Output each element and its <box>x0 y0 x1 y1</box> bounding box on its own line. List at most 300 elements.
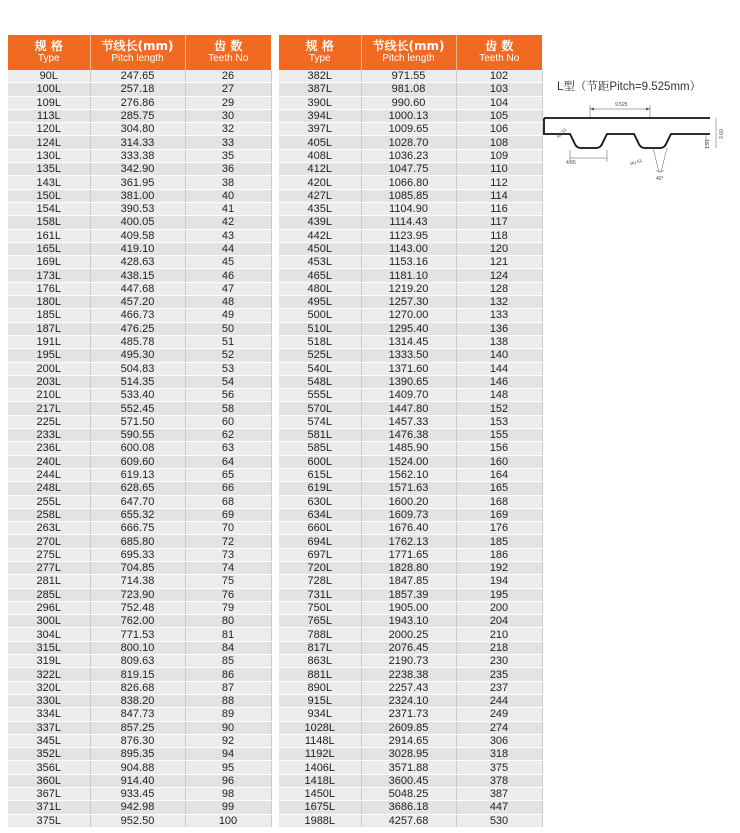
table-row <box>279 535 542 548</box>
pitch-cell: 876.30 <box>90 734 185 747</box>
teeth-cell: 152 <box>456 402 542 415</box>
teeth-cell: 64 <box>185 455 271 468</box>
table-row <box>279 522 542 535</box>
table-row <box>279 588 542 601</box>
pitch-cell: 2257.43 <box>361 681 456 694</box>
teeth-cell: 84 <box>185 641 271 654</box>
pitch-cell: 771.53 <box>90 628 185 641</box>
pitch-cell: 1600.20 <box>361 495 456 508</box>
pitch-cell: 1333.50 <box>361 349 456 362</box>
type-cell: 450L <box>279 242 361 255</box>
table-row <box>279 442 542 455</box>
teeth-cell: 105 <box>456 109 542 122</box>
teeth-cell: 108 <box>456 136 542 149</box>
table-row <box>279 495 542 508</box>
header-type: 规 格 Type <box>8 35 90 70</box>
pitch-cell: 838.20 <box>90 694 185 707</box>
table-row <box>279 761 542 774</box>
spec-table-right <box>279 35 543 828</box>
pitch-cell: 276.86 <box>90 96 185 109</box>
table-row <box>279 814 542 827</box>
type-cell: 300L <box>8 615 90 628</box>
table-row <box>279 322 542 335</box>
pitch-cell: 1762.13 <box>361 535 456 548</box>
teeth-cell: 318 <box>456 748 542 761</box>
teeth-cell: 87 <box>185 681 271 694</box>
pitch-cell: 5048.25 <box>361 788 456 801</box>
pitch-cell: 847.73 <box>90 708 185 721</box>
teeth-cell: 140 <box>456 349 542 362</box>
type-cell: 1406L <box>279 761 361 774</box>
table-row <box>8 681 271 694</box>
dim-radius-right: R0.51 <box>629 157 643 167</box>
type-cell: 113L <box>8 109 90 122</box>
table-row <box>8 628 271 641</box>
pitch-cell: 1295.40 <box>361 322 456 335</box>
pitch-cell: 1114.43 <box>361 216 456 229</box>
table-row <box>8 641 271 654</box>
teeth-cell: 274 <box>456 721 542 734</box>
table-row <box>279 375 542 388</box>
teeth-cell: 88 <box>185 694 271 707</box>
pitch-cell: 1257.30 <box>361 296 456 309</box>
teeth-cell: 148 <box>456 389 542 402</box>
table-row <box>8 588 271 601</box>
pitch-cell: 2324.10 <box>361 694 456 707</box>
header-pitch: 节线长(mm) Pitch length <box>90 35 185 70</box>
teeth-cell: 120 <box>456 242 542 255</box>
table-row <box>279 721 542 734</box>
teeth-cell: 106 <box>456 123 542 136</box>
pitch-cell: 1847.85 <box>361 575 456 588</box>
type-cell: 555L <box>279 389 361 402</box>
teeth-cell: 72 <box>185 535 271 548</box>
teeth-cell: 230 <box>456 655 542 668</box>
teeth-cell: 132 <box>456 296 542 309</box>
table-row <box>8 721 271 734</box>
table-row <box>8 83 271 96</box>
table-row <box>8 362 271 375</box>
table-row <box>279 176 542 189</box>
type-cell: 1192L <box>279 748 361 761</box>
teeth-cell: 90 <box>185 721 271 734</box>
pitch-cell: 361.95 <box>90 176 185 189</box>
type-cell: 180L <box>8 296 90 309</box>
table-row <box>279 296 542 309</box>
teeth-cell: 92 <box>185 734 271 747</box>
pitch-cell: 1457.33 <box>361 415 456 428</box>
pitch-cell: 304.80 <box>90 123 185 136</box>
pitch-cell: 381.00 <box>90 189 185 202</box>
teeth-cell: 100 <box>185 814 271 827</box>
teeth-cell: 235 <box>456 668 542 681</box>
teeth-cell: 118 <box>456 229 542 242</box>
type-cell: 130L <box>8 149 90 162</box>
type-cell: 1988L <box>279 814 361 827</box>
pitch-cell: 1314.45 <box>361 335 456 348</box>
type-cell: 387L <box>279 83 361 96</box>
table-row <box>279 109 542 122</box>
table-row <box>279 256 542 269</box>
pitch-cell: 1009.65 <box>361 123 456 136</box>
table-row <box>279 70 542 83</box>
table-row <box>8 535 271 548</box>
pitch-cell: 628.65 <box>90 482 185 495</box>
type-cell: 203L <box>8 375 90 388</box>
pitch-cell: 942.98 <box>90 801 185 814</box>
type-cell: 890L <box>279 681 361 694</box>
table-row <box>279 628 542 641</box>
table-row <box>279 335 542 348</box>
type-cell: 405L <box>279 136 361 149</box>
teeth-cell: 69 <box>185 508 271 521</box>
pitch-cell: 600.08 <box>90 442 185 455</box>
table-row <box>8 774 271 787</box>
type-cell: 382L <box>279 70 361 83</box>
table-row <box>279 163 542 176</box>
teeth-cell: 210 <box>456 628 542 641</box>
pitch-cell: 438.15 <box>90 269 185 282</box>
type-cell: 296L <box>8 601 90 614</box>
type-cell: 525L <box>279 349 361 362</box>
teeth-cell: 48 <box>185 296 271 309</box>
teeth-cell: 133 <box>456 309 542 322</box>
teeth-cell: 76 <box>185 588 271 601</box>
teeth-cell: 98 <box>185 788 271 801</box>
type-cell: 154L <box>8 202 90 215</box>
type-cell: 367L <box>8 788 90 801</box>
table-row <box>279 83 542 96</box>
pitch-cell: 647.70 <box>90 495 185 508</box>
table-row <box>279 482 542 495</box>
teeth-cell: 112 <box>456 176 542 189</box>
table-row <box>279 561 542 574</box>
pitch-cell: 4257.68 <box>361 814 456 827</box>
type-cell: 275L <box>8 548 90 561</box>
teeth-cell: 136 <box>456 322 542 335</box>
table-row <box>279 216 542 229</box>
type-cell: 390L <box>279 96 361 109</box>
pitch-cell: 1905.00 <box>361 601 456 614</box>
type-cell: 225L <box>8 415 90 428</box>
teeth-cell: 80 <box>185 615 271 628</box>
table-row <box>279 242 542 255</box>
teeth-cell: 104 <box>456 96 542 109</box>
type-cell: 236L <box>8 442 90 455</box>
pitch-cell: 2914.65 <box>361 734 456 747</box>
teeth-cell: 30 <box>185 109 271 122</box>
diagram-caption: L型（节距Pitch=9.525mm） <box>557 81 702 93</box>
type-cell: 500L <box>279 309 361 322</box>
type-cell: 244L <box>8 468 90 481</box>
table-row <box>8 668 271 681</box>
table-row <box>279 389 542 402</box>
table-row <box>279 229 542 242</box>
table-row <box>8 389 271 402</box>
teeth-cell: 75 <box>185 575 271 588</box>
type-cell: 150L <box>8 189 90 202</box>
table-header <box>8 35 271 70</box>
type-cell: 518L <box>279 335 361 348</box>
type-cell: 863L <box>279 655 361 668</box>
dim-pitch: 9.525 <box>615 102 628 108</box>
type-cell: 258L <box>8 508 90 521</box>
teeth-cell: 144 <box>456 362 542 375</box>
type-cell: 375L <box>8 814 90 827</box>
teeth-cell: 86 <box>185 668 271 681</box>
table-row <box>8 561 271 574</box>
table-row <box>8 788 271 801</box>
type-cell: 600L <box>279 455 361 468</box>
pitch-cell: 428.63 <box>90 256 185 269</box>
type-cell: 788L <box>279 628 361 641</box>
type-cell: 1418L <box>279 774 361 787</box>
pitch-cell: 2609.85 <box>361 721 456 734</box>
teeth-cell: 50 <box>185 322 271 335</box>
teeth-cell: 47 <box>185 282 271 295</box>
pitch-cell: 2371.73 <box>361 708 456 721</box>
pitch-cell: 1943.10 <box>361 615 456 628</box>
pitch-cell: 826.68 <box>90 681 185 694</box>
table-row <box>8 176 271 189</box>
type-cell: 510L <box>279 322 361 335</box>
table-row <box>279 202 542 215</box>
type-cell: 270L <box>8 535 90 548</box>
table-row <box>279 641 542 654</box>
type-cell: 169L <box>8 256 90 269</box>
table-row <box>279 269 542 282</box>
pitch-cell: 904.88 <box>90 761 185 774</box>
pitch-cell: 571.50 <box>90 415 185 428</box>
table-row <box>8 801 271 814</box>
table-row <box>8 242 271 255</box>
dim-radius-left: R0.51 <box>555 126 568 139</box>
table-row <box>8 123 271 136</box>
type-cell: 1028L <box>279 721 361 734</box>
pitch-cell: 342.90 <box>90 163 185 176</box>
pitch-cell: 1447.80 <box>361 402 456 415</box>
pitch-cell: 1828.80 <box>361 561 456 574</box>
pitch-cell: 2000.25 <box>361 628 456 641</box>
teeth-cell: 43 <box>185 229 271 242</box>
table-row <box>8 615 271 628</box>
table-row <box>8 256 271 269</box>
pitch-cell: 476.25 <box>90 322 185 335</box>
table-row <box>279 681 542 694</box>
type-cell: 1450L <box>279 788 361 801</box>
table-row <box>8 508 271 521</box>
spec-table-left <box>8 35 272 828</box>
header-teeth: 齿 数 Teeth No <box>185 35 271 70</box>
pitch-cell: 1524.00 <box>361 455 456 468</box>
teeth-cell: 45 <box>185 256 271 269</box>
type-cell: 161L <box>8 229 90 242</box>
table-row <box>279 349 542 362</box>
teeth-cell: 237 <box>456 681 542 694</box>
pitch-cell: 809.63 <box>90 655 185 668</box>
teeth-cell: 530 <box>456 814 542 827</box>
pitch-cell: 990.60 <box>361 96 456 109</box>
pitch-cell: 685.80 <box>90 535 185 548</box>
teeth-cell: 116 <box>456 202 542 215</box>
teeth-cell: 52 <box>185 349 271 362</box>
teeth-cell: 153 <box>456 415 542 428</box>
dim-top-width: 4.65 <box>566 160 576 166</box>
dim-tooth-height: 1.91 <box>705 139 711 149</box>
type-cell: 731L <box>279 588 361 601</box>
table-row <box>279 362 542 375</box>
teeth-cell: 66 <box>185 482 271 495</box>
pitch-cell: 655.32 <box>90 508 185 521</box>
pitch-cell: 981.08 <box>361 83 456 96</box>
teeth-cell: 27 <box>185 83 271 96</box>
teeth-cell: 114 <box>456 189 542 202</box>
pitch-cell: 1371.60 <box>361 362 456 375</box>
pitch-cell: 390.53 <box>90 202 185 215</box>
table-row <box>8 136 271 149</box>
table-row <box>8 482 271 495</box>
type-cell: 240L <box>8 455 90 468</box>
teeth-cell: 99 <box>185 801 271 814</box>
pitch-cell: 914.40 <box>90 774 185 787</box>
pitch-cell: 819.15 <box>90 668 185 681</box>
table-row <box>279 309 542 322</box>
table-row <box>279 708 542 721</box>
type-cell: 881L <box>279 668 361 681</box>
teeth-cell: 138 <box>456 335 542 348</box>
type-cell: 263L <box>8 522 90 535</box>
pitch-cell: 1000.13 <box>361 109 456 122</box>
teeth-cell: 160 <box>456 455 542 468</box>
belt-profile-diagram <box>540 96 730 184</box>
type-cell: 817L <box>279 641 361 654</box>
teeth-cell: 128 <box>456 282 542 295</box>
table-row <box>8 455 271 468</box>
type-cell: 337L <box>8 721 90 734</box>
table-row <box>8 96 271 109</box>
pitch-cell: 1485.90 <box>361 442 456 455</box>
table-row <box>8 349 271 362</box>
teeth-cell: 44 <box>185 242 271 255</box>
pitch-cell: 409.58 <box>90 229 185 242</box>
dim-height: 3.60 <box>719 129 725 139</box>
teeth-cell: 70 <box>185 522 271 535</box>
pitch-cell: 1409.70 <box>361 389 456 402</box>
table-row <box>8 442 271 455</box>
pitch-cell: 1390.65 <box>361 375 456 388</box>
teeth-cell: 164 <box>456 468 542 481</box>
pitch-cell: 723.90 <box>90 588 185 601</box>
pitch-cell: 2076.45 <box>361 641 456 654</box>
pitch-cell: 3686.18 <box>361 801 456 814</box>
table-row <box>8 216 271 229</box>
table-row <box>279 429 542 442</box>
pitch-cell: 609.60 <box>90 455 185 468</box>
table-row <box>8 269 271 282</box>
type-cell: 480L <box>279 282 361 295</box>
type-cell: 124L <box>8 136 90 149</box>
teeth-cell: 32 <box>185 123 271 136</box>
teeth-cell: 79 <box>185 601 271 614</box>
pitch-cell: 695.33 <box>90 548 185 561</box>
pitch-cell: 514.35 <box>90 375 185 388</box>
pitch-cell: 895.35 <box>90 748 185 761</box>
type-cell: 442L <box>279 229 361 242</box>
table-row <box>279 149 542 162</box>
table-row <box>279 748 542 761</box>
teeth-cell: 51 <box>185 335 271 348</box>
teeth-cell: 447 <box>456 801 542 814</box>
teeth-cell: 176 <box>456 522 542 535</box>
teeth-cell: 204 <box>456 615 542 628</box>
type-cell: 581L <box>279 429 361 442</box>
teeth-cell: 168 <box>456 495 542 508</box>
teeth-cell: 378 <box>456 774 542 787</box>
teeth-cell: 73 <box>185 548 271 561</box>
teeth-cell: 200 <box>456 601 542 614</box>
teeth-cell: 244 <box>456 694 542 707</box>
type-cell: 495L <box>279 296 361 309</box>
table-row <box>8 149 271 162</box>
table-row <box>8 468 271 481</box>
pitch-cell: 590.55 <box>90 429 185 442</box>
table-row <box>279 508 542 521</box>
type-cell: 281L <box>8 575 90 588</box>
type-cell: 720L <box>279 561 361 574</box>
type-cell: 750L <box>279 601 361 614</box>
table-row <box>8 296 271 309</box>
table-row <box>8 429 271 442</box>
teeth-cell: 74 <box>185 561 271 574</box>
table-row <box>279 788 542 801</box>
pitch-cell: 1476.38 <box>361 429 456 442</box>
teeth-cell: 169 <box>456 508 542 521</box>
teeth-cell: 185 <box>456 535 542 548</box>
pitch-cell: 1571.63 <box>361 482 456 495</box>
pitch-cell: 1066.80 <box>361 176 456 189</box>
pitch-cell: 3571.88 <box>361 761 456 774</box>
teeth-cell: 146 <box>456 375 542 388</box>
type-cell: 439L <box>279 216 361 229</box>
pitch-cell: 1771.65 <box>361 548 456 561</box>
type-cell: 1148L <box>279 734 361 747</box>
teeth-cell: 33 <box>185 136 271 149</box>
teeth-cell: 68 <box>185 495 271 508</box>
type-cell: 285L <box>8 588 90 601</box>
table-row <box>8 202 271 215</box>
teeth-cell: 121 <box>456 256 542 269</box>
type-cell: 694L <box>279 535 361 548</box>
type-cell: 412L <box>279 163 361 176</box>
table-row <box>279 801 542 814</box>
type-cell: 934L <box>279 708 361 721</box>
pitch-cell: 1104.90 <box>361 202 456 215</box>
teeth-cell: 194 <box>456 575 542 588</box>
table-row <box>279 734 542 747</box>
type-cell: 427L <box>279 189 361 202</box>
pitch-cell: 1562.10 <box>361 468 456 481</box>
teeth-cell: 49 <box>185 309 271 322</box>
table-row <box>8 335 271 348</box>
pitch-cell: 952.50 <box>90 814 185 827</box>
pitch-cell: 552.45 <box>90 402 185 415</box>
table-row <box>8 575 271 588</box>
type-cell: 570L <box>279 402 361 415</box>
table-row <box>279 668 542 681</box>
teeth-cell: 375 <box>456 761 542 774</box>
teeth-cell: 65 <box>185 468 271 481</box>
type-cell: 634L <box>279 508 361 521</box>
